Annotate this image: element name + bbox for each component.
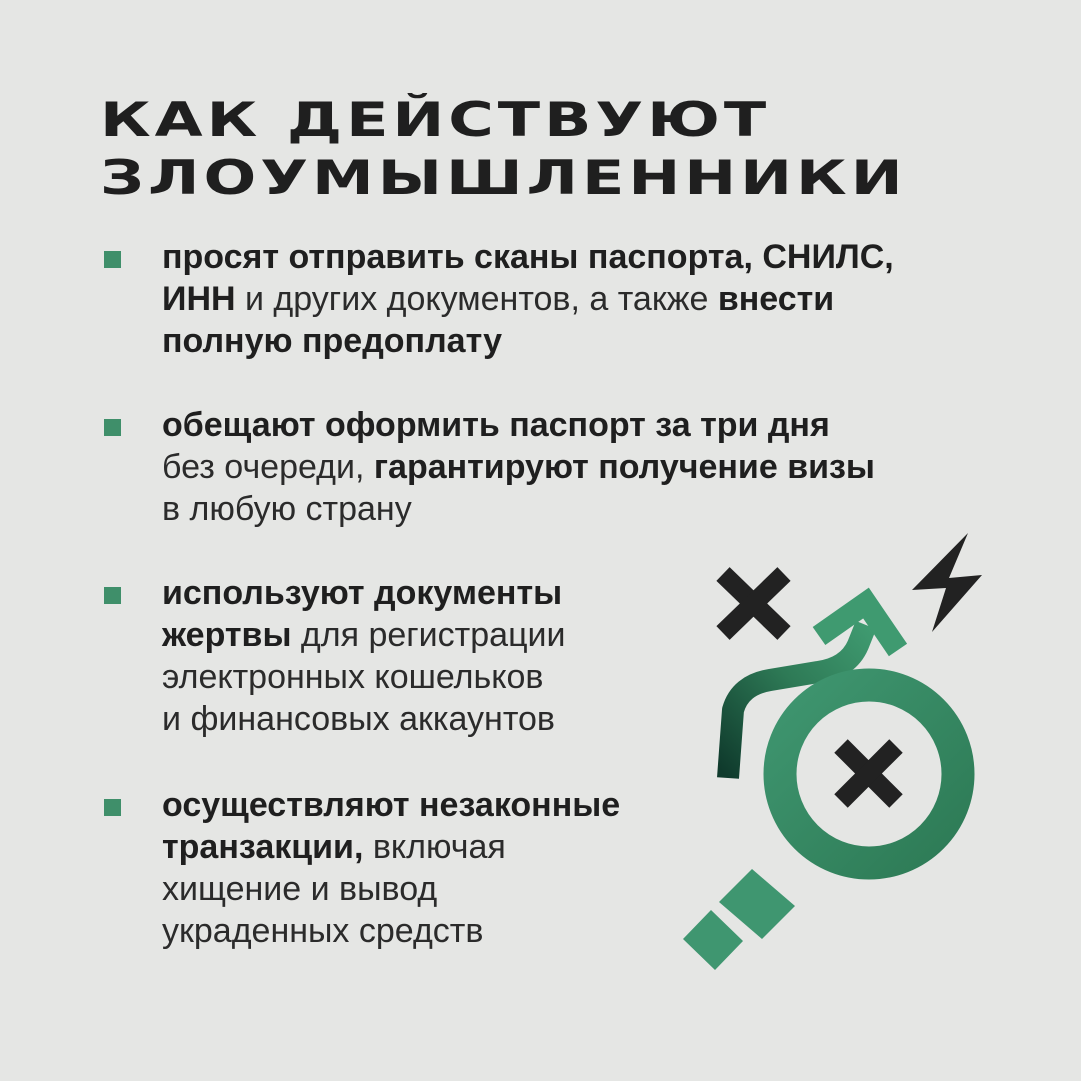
bold-text: жертвы <box>162 616 292 654</box>
bold-text: транзакции, <box>162 828 364 866</box>
cross-icon <box>723 574 784 633</box>
list-item-line <box>162 572 566 614</box>
list-item-line <box>162 488 875 530</box>
regular-text: для регистрации <box>291 616 566 654</box>
regular-text: в любую страну <box>162 490 412 528</box>
regular-text: и других документов, а также <box>235 280 718 318</box>
regular-text: без очереди, <box>162 448 374 486</box>
square-bullet-icon <box>104 419 121 436</box>
bold-text: осуществляют незаконные <box>162 786 621 824</box>
square-bullet-icon <box>104 587 121 604</box>
regular-text: хищение и вывод <box>162 870 438 908</box>
regular-text: украденных средств <box>162 912 484 950</box>
lightning-icon <box>912 533 982 632</box>
list-item-line <box>162 868 620 910</box>
bold-text: полную предоплату <box>162 322 502 360</box>
list-item-line <box>162 656 566 698</box>
list-item-line <box>162 698 566 740</box>
list-item-line <box>162 404 875 446</box>
bold-text: обещают оформить паспорт за три дня <box>162 406 830 444</box>
regular-text: и финансовых аккаунтов <box>162 700 555 738</box>
list-item-line <box>162 236 894 278</box>
square-bullet-icon <box>104 251 121 268</box>
list-item <box>162 404 875 530</box>
bold-text: просят отправить сканы паспорта, СНИЛС, <box>162 238 894 276</box>
list-item-line <box>162 446 875 488</box>
square-bullet-icon <box>104 799 121 816</box>
bold-text: используют документы <box>162 574 563 612</box>
list-item-line <box>162 614 566 656</box>
list-item-line <box>162 278 894 320</box>
title-line-2: ЗЛОУМЫШЛЕННИКИ <box>100 151 907 206</box>
list-item <box>162 572 566 740</box>
fraud-illustration <box>670 525 1000 995</box>
title-line-1: КАК ДЕЙСТВУЮТ <box>100 93 771 148</box>
list-item <box>162 236 894 362</box>
list-item-line <box>162 320 894 362</box>
bold-text: ИНН <box>162 280 236 318</box>
bold-text: гарантируют получение визы <box>373 448 875 486</box>
list-item-line <box>162 910 620 952</box>
bold-text: внести <box>717 280 835 318</box>
list-item-line <box>162 826 620 868</box>
regular-text: электронных кошельков <box>162 658 544 696</box>
list-item-line <box>162 784 620 826</box>
list-item <box>162 784 620 952</box>
regular-text: включая <box>363 828 506 866</box>
